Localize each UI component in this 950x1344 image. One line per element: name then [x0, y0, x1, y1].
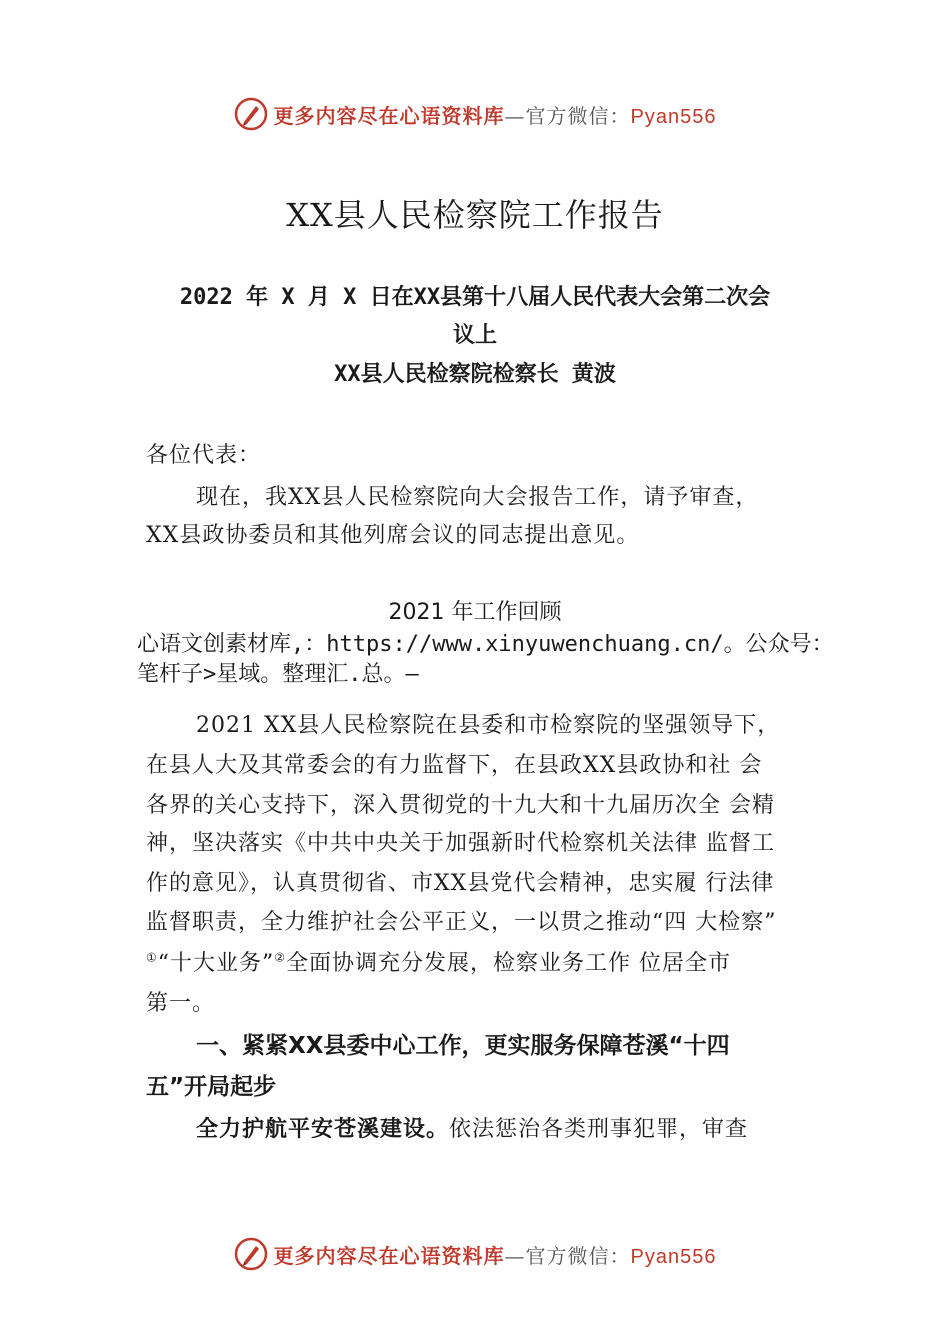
document-title: XX县人民检察院工作报告	[286, 196, 664, 234]
body-line-1: 2021 XX县人民检察院在县委和市检察院的坚强领导下，	[196, 713, 781, 738]
body-line-4: 神，坚决落实《中共中央关于加强新时代检察机关法律 监督工	[146, 831, 775, 856]
body-line-5: 作的意见》，认真贯彻省、市XX县党代会精神，忠实履 行法律	[146, 871, 775, 896]
watermark-text: 更多内容尽在心语资料库—官方微信：Pyan556	[273, 1243, 717, 1268]
footnote-marker-2: ②	[274, 950, 287, 965]
watermark-footer	[0, 1234, 950, 1274]
subtitle-line-2: 议上	[452, 323, 497, 348]
pen-logo-icon	[234, 97, 268, 131]
body-line-3: 各界的关心支持下，深入贯彻党的十九大和十九届历次全 会精	[146, 793, 775, 818]
body-line-7: ①“十大业务”②全面协调充分发展，检察业务工作 位居全市	[146, 950, 732, 976]
intro-line-2: XX县政协委员和其他列席会议的同志提出意见。	[146, 523, 640, 548]
pen-logo-icon	[234, 1237, 268, 1271]
body-line-6: 监督职责，全力维护社会公平正义，一以贯之推动“四 大检察”	[146, 910, 777, 935]
heading-1-line-1: 一、紧紧XX县委中心工作，更实服务保障苍溪“十四	[196, 1033, 730, 1059]
promo-line-1: 心语文创素材库,：https://www.xinyuwenchuang.cn/。公众号：	[137, 632, 834, 657]
section-title: 2021 年工作回顾	[388, 600, 562, 625]
promo-line-2: 笔杆子>星域。整理汇.总。—	[137, 662, 419, 687]
salutation: 各位代表：	[146, 443, 262, 468]
heading-1-line-2: 五”开局起步	[146, 1074, 277, 1100]
para-2-line-1: 全力护航平安苍溪建设。依法惩治各类刑事犯罪，审查	[196, 1116, 749, 1142]
body-line-8: 第一。	[146, 991, 216, 1016]
subtitle-author: XX县人民检察院检察长 黄波	[334, 362, 616, 387]
subtitle-line-1: 2022 年 X 月 X 日在XX县第十八届人民代表大会第二次会	[179, 285, 771, 310]
intro-line-1: 现在，我XX县人民检察院向大会报告工作，请予审查，	[196, 485, 759, 510]
watermark-text: 更多内容尽在心语资料库—官方微信：Pyan556	[273, 103, 717, 128]
para-2-lead: 全力护航平安苍溪建设。	[196, 1116, 450, 1142]
watermark-header	[0, 94, 950, 134]
body-line-2: 在县人大及其常委会的有力监督下，在县政XX县政协和社 会	[146, 753, 763, 778]
footnote-marker-1: ①	[146, 950, 158, 965]
